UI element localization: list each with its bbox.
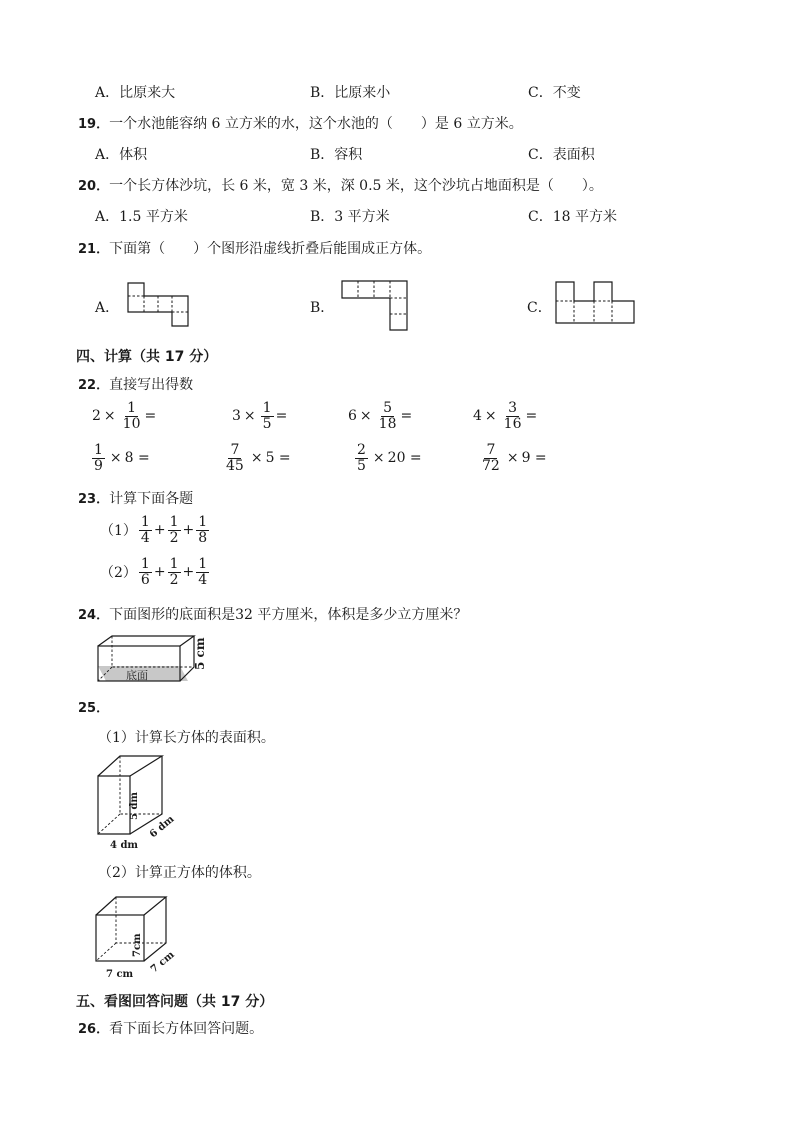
operand: 4	[473, 408, 482, 425]
operator: ×	[243, 408, 256, 425]
width-label: 7 cm	[148, 949, 177, 976]
q24-cuboid-figure	[92, 632, 210, 684]
q23-part-2	[100, 557, 211, 587]
operator: ×	[506, 450, 519, 467]
section-5-title: 五、看图回答问题（共 17 分）	[76, 994, 274, 1010]
denominator: 9	[94, 457, 103, 474]
fraction	[139, 515, 152, 545]
question-26	[78, 1018, 263, 1038]
q20-option-c: C．18 平方米	[528, 209, 617, 225]
q25-part-2: （2）计算正方体的体积。	[98, 865, 261, 881]
denominator: 8	[198, 529, 208, 546]
operator: ×	[109, 450, 122, 467]
fraction	[502, 401, 524, 431]
operand: 2	[92, 408, 101, 425]
numerator: 1	[140, 556, 150, 572]
q25-part-1: （1）计算长方体的表面积。	[98, 730, 275, 746]
question-text: 下面第（ ）个图形沿虚线折叠后能围成正方体。	[109, 241, 432, 257]
question-text: 计算下面各题	[109, 491, 194, 507]
question-number: 23．	[78, 492, 110, 507]
question-25	[78, 697, 109, 716]
question-text: 看下面长方体回答问题。	[109, 1021, 264, 1037]
equals: 20 =	[387, 450, 422, 467]
section-4-title: 四、计算（共 17 分）	[76, 349, 218, 365]
q19-option-a: A．体积	[95, 147, 148, 163]
q18-option-a: A．比原来大	[95, 85, 176, 101]
q22-item-6	[222, 443, 291, 473]
operator: +	[182, 564, 195, 581]
net-c-figure	[554, 280, 638, 326]
denominator: 16	[503, 415, 522, 432]
q25-cuboid-figure	[90, 752, 180, 850]
equals: =	[525, 408, 538, 425]
question-text: 一个长方体沙坑，长 6 米，宽 3 米，深 0.5 米，这个沙坑占地面积是（ ）。	[109, 178, 603, 194]
height-label: 5 cm	[193, 637, 207, 670]
numerator: 1	[198, 514, 208, 530]
fraction	[168, 515, 181, 545]
operator: +	[153, 522, 166, 539]
numerator: 7	[486, 442, 496, 458]
fraction	[224, 443, 246, 473]
q18-option-c: C．不变	[528, 85, 581, 101]
question-number: 19．	[78, 117, 110, 132]
denominator: 45	[226, 457, 244, 474]
fraction	[355, 443, 368, 473]
q20-option-a: A．1.5 平方米	[95, 209, 188, 225]
equals: 8 =	[124, 450, 150, 467]
numerator: 2	[357, 442, 366, 458]
q21-option-c: C．	[527, 300, 552, 316]
q22-item-7	[353, 443, 422, 473]
q22-item-3	[348, 401, 412, 431]
q22-item-4	[473, 401, 537, 431]
numerator: 7	[230, 442, 240, 458]
operator: +	[182, 522, 195, 539]
denominator: 4	[198, 571, 208, 588]
question-number: 24．	[78, 608, 110, 623]
question-19	[78, 113, 523, 133]
numerator: 3	[508, 400, 518, 416]
operator: ×	[359, 408, 372, 425]
operator: ×	[372, 450, 385, 467]
length-label: 4 dm	[110, 840, 139, 850]
question-text: 下面图形的底面积是32 平方厘米，体积是多少立方厘米？	[109, 607, 468, 623]
fraction	[121, 401, 143, 431]
numerator: 1	[140, 514, 150, 530]
question-21	[78, 238, 431, 258]
numerator: 1	[169, 514, 179, 530]
question-22	[78, 374, 193, 394]
equals: 9 =	[521, 450, 547, 467]
q19-option-c: C．表面积	[528, 147, 595, 163]
equals: =	[144, 408, 157, 425]
net-a-figure	[126, 282, 192, 328]
numerator: 1	[169, 556, 179, 572]
question-number: 21．	[78, 242, 110, 257]
denominator: 2	[169, 571, 179, 588]
q21-option-b: B．	[310, 300, 335, 316]
equals: 5 =	[265, 450, 291, 467]
question-text: 一个水池能容纳 6 立方米的水，这个水池的（ ）是 6 立方米。	[109, 116, 523, 132]
q18-option-b: B．比原来小	[310, 85, 391, 101]
operator: +	[153, 564, 166, 581]
fraction	[480, 443, 502, 473]
numerator: 1	[94, 442, 103, 458]
question-number: 26．	[78, 1022, 110, 1037]
fraction	[168, 557, 181, 587]
numerator: 1	[198, 556, 208, 572]
denominator: 18	[378, 415, 397, 432]
q22-item-2	[232, 401, 287, 431]
fraction	[139, 557, 152, 587]
equals: =	[275, 408, 288, 425]
question-23	[78, 488, 193, 508]
fraction	[261, 401, 274, 431]
q22-item-1	[92, 401, 156, 431]
net-b-figure	[340, 280, 410, 332]
q19-option-b: B．容积	[310, 147, 363, 163]
denominator: 5	[262, 415, 272, 432]
operator: ×	[250, 450, 263, 467]
fraction	[196, 557, 209, 587]
numerator: 1	[262, 400, 272, 416]
operator: ×	[484, 408, 497, 425]
denominator: 6	[140, 571, 150, 588]
part-label: （2）	[100, 565, 137, 582]
height-label: 5 dm	[129, 791, 140, 820]
question-24	[78, 604, 467, 624]
question-20	[78, 175, 603, 195]
question-number: 25．	[78, 701, 110, 716]
numerator: 5	[383, 400, 393, 416]
q23-part-1	[100, 515, 211, 545]
base-label: 底面	[126, 669, 148, 682]
numerator: 1	[127, 400, 137, 416]
q21-option-a: A．	[95, 300, 120, 316]
q22-item-5	[90, 443, 150, 473]
q22-item-8	[478, 443, 547, 473]
fraction	[196, 515, 209, 545]
denominator: 10	[122, 415, 141, 432]
question-number: 22．	[78, 378, 110, 393]
operand: 3	[232, 408, 241, 425]
operator: ×	[103, 408, 116, 425]
denominator: 4	[140, 529, 150, 546]
q25-cube-figure	[92, 893, 182, 983]
width-label: 6 dm	[147, 813, 177, 841]
fraction	[377, 401, 399, 431]
denominator: 5	[357, 457, 366, 474]
operand: 6	[348, 408, 357, 425]
denominator: 72	[482, 457, 500, 474]
part-label: （1）	[100, 523, 137, 540]
q20-option-b: B．3 平方米	[310, 209, 390, 225]
question-number: 20．	[78, 179, 110, 194]
equals: =	[400, 408, 413, 425]
denominator: 2	[169, 529, 179, 546]
length-label: 7 cm	[106, 969, 134, 980]
fraction	[92, 443, 105, 473]
question-text: 直接写出得数	[109, 377, 194, 393]
height-label: 7cm	[132, 933, 143, 957]
